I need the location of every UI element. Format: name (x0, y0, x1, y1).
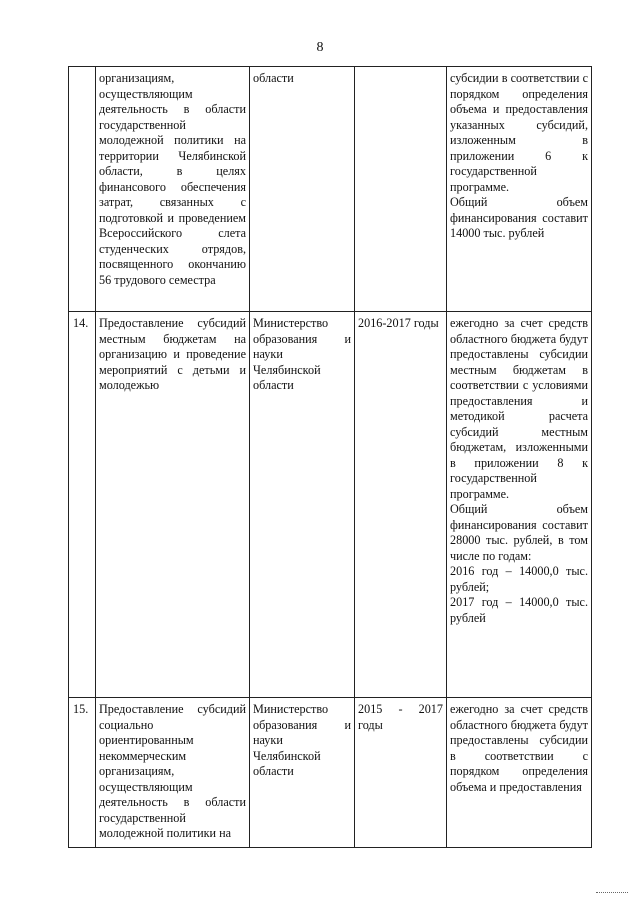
activity-cell: Предоставление субсидий социально ориентированным некоммерческим организациям, осуществляющим деятельность в области государственной молодежной политики на (96, 698, 250, 848)
result-cell (447, 67, 592, 312)
row-number: 15. (69, 698, 96, 848)
executor-cell: Министерство образования и науки Челябинской области (250, 698, 355, 848)
result-paragraph: субсидии в соответствии с порядком определения объема и предоставления указанных субсидий, изложенным в приложении 6 к государственной программе. (450, 71, 588, 194)
period-cell: 2016-2017 годы (355, 312, 447, 698)
activity-cell: организациям, осуществляющим деятельность в области государственной молодежной политики на территории Челябинской области, в целях финансового обеспечения затрат, связанных с подготовкой и проведением Всероссийского слета студенческих отрядов, посвященного окончанию 56 трудового семестра (96, 67, 250, 312)
page-number: 8 (316, 40, 324, 55)
table-row (69, 312, 592, 698)
period-cell: 2015 - 2017 годы (355, 698, 447, 848)
row-number: 14. (69, 312, 96, 698)
result-cell (447, 698, 592, 848)
row-number (69, 67, 96, 312)
result-paragraph: 2016 год – 14000,0 тыс. рублей; (450, 564, 588, 594)
result-paragraph: ежегодно за счет средств областного бюджета будут предоставлены субсидии местным бюджетам в соответствии с условиями предоставления и методикой расчета субсидий местным бюджетам, изложенными в приложении 8 к государственной программе. (450, 316, 588, 501)
scan-edge-mark (596, 892, 628, 895)
result-cell (447, 312, 592, 698)
executor-cell: области (250, 67, 355, 312)
program-activities-table (68, 66, 592, 848)
activity-cell: Предоставление субсидий местным бюджетам на организацию и проведение мероприятий с детьми и молодежью (96, 312, 250, 698)
result-paragraph: ежегодно за счет средств областного бюджета будут предоставлены субсидии в соответствии с порядком определения объема и предоставления (450, 702, 588, 794)
table-row (69, 67, 592, 312)
period-cell (355, 67, 447, 312)
executor-cell: Министерство образования и науки Челябинской области (250, 312, 355, 698)
table-row (69, 698, 592, 848)
result-paragraph: 2017 год – 14000,0 тыс. рублей (450, 595, 588, 625)
result-paragraph: Общий объем финансирования составит 28000 тыс. рублей, в том числе по годам: (450, 502, 588, 563)
result-paragraph: Общий объем финансирования составит 14000 тыс. рублей (450, 195, 588, 240)
